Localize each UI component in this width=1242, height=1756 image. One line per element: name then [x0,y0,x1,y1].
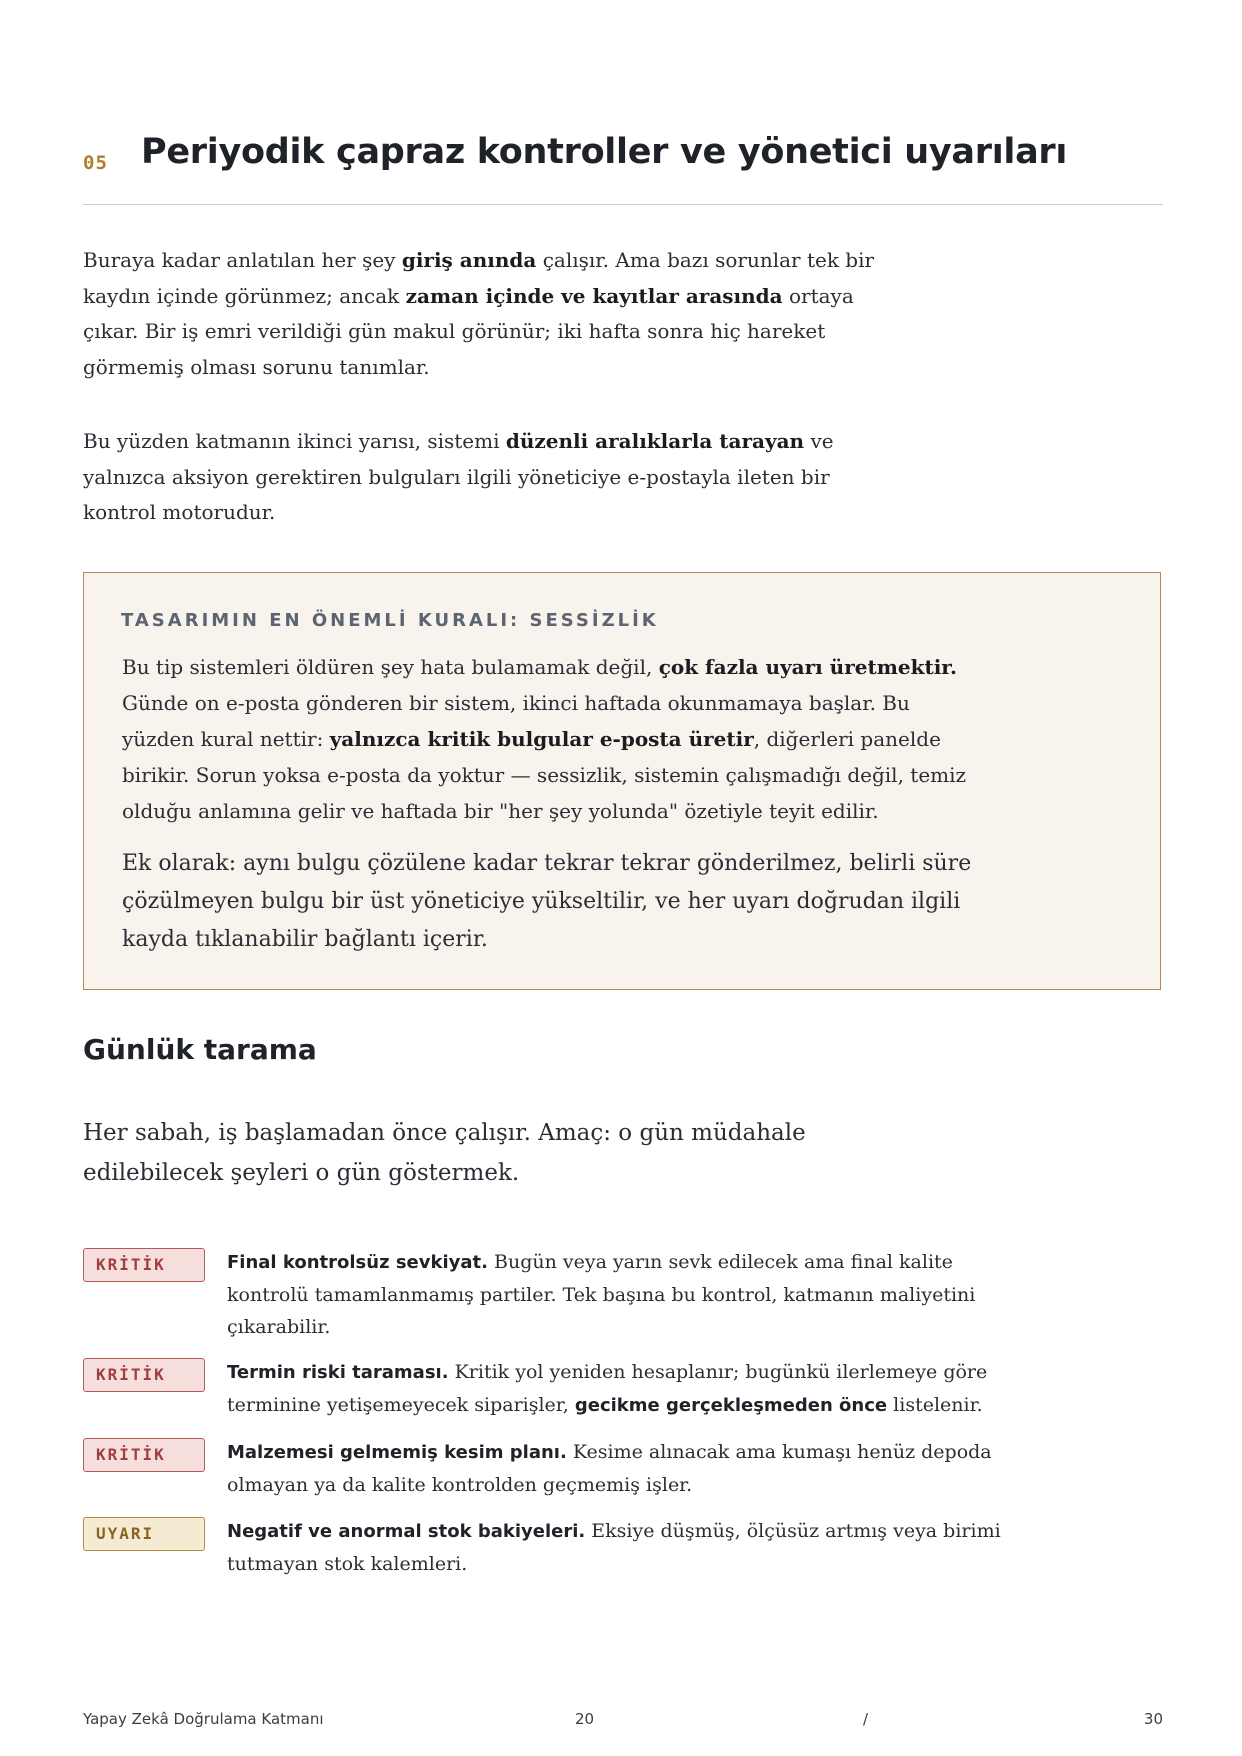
header-divider [83,204,1163,205]
check-item-title: Malzemesi gelmemiş kesim planı. [227,1442,567,1463]
footer-separator: / [863,1710,869,1728]
callout-segment-text: , diğerleri panelde birikir. Sorun yoksa e-posta da yoktur — sessizlik, sistemin çalışmadığı değil, temiz olduğu anlamına gelir ve haftada bir "her şey yolunda" özetiyle teyit edilir. [122,727,967,823]
check-item-description [227,1515,1017,1580]
section-number: 05 [83,152,108,174]
design-rule-callout [83,572,1161,990]
check-item-segment-text: Kesime alınacak ama kumaşı henüz depoda olmayan ya da kalite kontrolden geçmemiş işler. [227,1441,992,1496]
footer-current-page: 20 [575,1710,595,1728]
check-item-title: Termin riski taraması. [227,1362,449,1383]
page-footer [83,1710,1163,1734]
kritik-badge: KRİTİK [83,1248,205,1282]
section-title: Periyodik çapraz kontroller ve yönetici uyarıları [141,132,1068,172]
intro-segment-emphasis: düzenli aralıklarla tarayan [505,429,805,453]
check-item-segment-text: listelenir. [887,1394,983,1416]
intro-segment-text: Buraya kadar anlatılan her şey [83,248,402,272]
daily-scan-title: Günlük tarama [83,1033,317,1066]
kritik-badge: KRİTİK [83,1438,205,1472]
intro-segment-text: Bu yüzden katmanın ikinci yarısı, sistemi [83,429,506,453]
callout-segment-emphasis: yalnızca kritik bulgular e-posta üretir [329,727,754,751]
check-item-segment-text: Eksiye düşmüş, ölçüsüz artmış veya birimi tutmayan stok kalemleri. [227,1520,1001,1575]
daily-scan-intro: Her sabah, iş başlamadan önce çalışır. Amaç: o gün müdahale edilebilecek şeyleri o gün göstermek. [83,1120,806,1186]
intro-segment-text: ve yalnızca aksiyon gerektiren bulguları ilgili yöneticiye e-postayla ileten bir kontrol motorudur. [83,429,834,524]
footer-total-pages: 30 [1143,1710,1163,1728]
check-item-segment-text: Kritik yol yeniden hesaplanır; bugünkü ilerlemeye göre terminine yetişemeyecek siparişler, [227,1361,988,1416]
callout-segment-emphasis: çok fazla uyarı üretmektir. [658,655,957,679]
callout-segment-text: Bu tip sistemleri öldüren şey hata bulamamak değil, [122,655,659,679]
check-item-title: Negatif ve anormal stok bakiyeleri. [227,1521,586,1542]
intro-segment-text: çalışır. Ama bazı sorunlar tek bir kaydın içinde görünmez; ancak [83,248,875,308]
callout-paragraph-1 [122,649,972,829]
intro-paragraph-1 [83,243,883,385]
callout-title: TASARIMIN EN ÖNEMLİ KURALI: SESSİZLİK [121,610,659,631]
intro-segment-emphasis: giriş anında [401,248,537,272]
intro-paragraph-2 [83,424,883,531]
intro-segment-emphasis: zaman içinde ve kayıtlar arasında [405,283,783,308]
callout-paragraph-2: Ek olarak: aynı bulgu çözülene kadar tekrar tekrar gönderilmez, belirli süre çözülmeyen bulgu bir üst yöneticiye yükseltilir, ve her uyarı doğrudan ilgili kayda tıklanabilir bağlantı içerir. [122,851,972,952]
callout-segment-text: Günde on e-posta gönderen bir sistem, ikinci haftada okunmamaya başlar. Bu yüzden kural nettir: [122,691,910,751]
check-item-segment-text: Bugün veya yarın sevk edilecek ama final kalite kontrolü tamamlanmamış partiler. Tek başına bu kontrol, katmanın maliyetini çıkarabilir. [227,1251,976,1338]
uyari-badge: UYARI [83,1517,205,1551]
check-item-title: Final kontrolsüz sevkiyat. [227,1252,488,1273]
check-item-segment-emphasis: gecikme gerçekleşmeden önce [574,1395,888,1416]
check-item-description [227,1356,1017,1422]
check-item-description [227,1436,1017,1501]
intro-segment-text: ortaya çıkar. Bir iş emri verildiği gün makul görünür; iki hafta sonra hiç hareket görmemiş olması sorunu tanımlar. [83,283,854,379]
footer-doc-title: Yapay Zekâ Doğrulama Katmanı [83,1710,324,1728]
kritik-badge: KRİTİK [83,1358,205,1392]
check-item-description [227,1246,1017,1343]
